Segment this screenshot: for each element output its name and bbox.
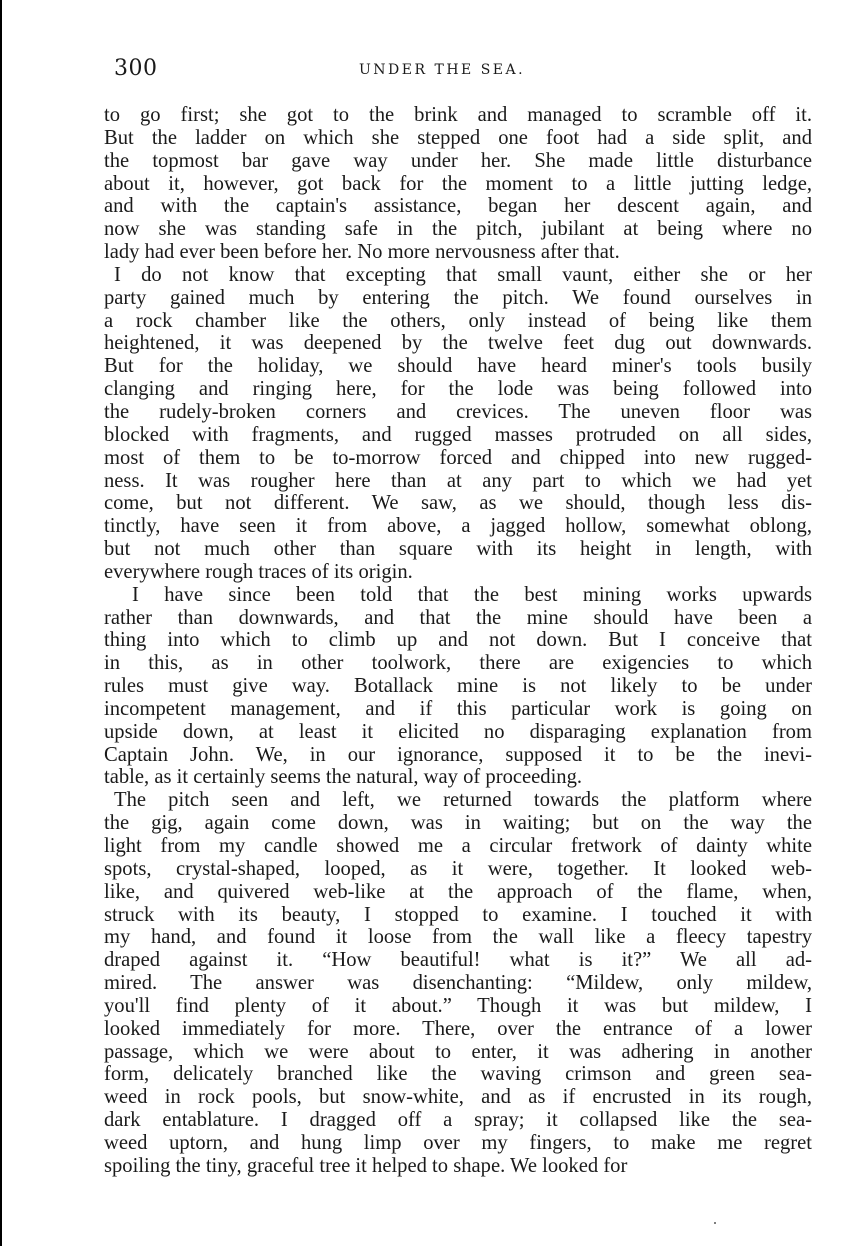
paragraph bbox=[104, 789, 812, 1177]
text-line: light from my candle showed me a circular fretwork of dainty white bbox=[104, 835, 812, 857]
text-line: weed uptorn, and hung limp over my fingers, to make me regret bbox=[104, 1131, 812, 1154]
paragraph bbox=[104, 104, 812, 264]
text-line: you'll find plenty of it about.” Though it was but mildew, I bbox=[104, 994, 812, 1017]
text-line: to go first; she got to the brink and managed to scramble off it. bbox=[104, 104, 812, 126]
text-line: lady had ever been before her. No more nervousness after that. bbox=[104, 241, 620, 264]
text-line: dark entablature. I dragged off a spray; it collapsed like the sea- bbox=[104, 1109, 812, 1132]
text-line: the gig, again come down, was in waiting; but on the way the bbox=[104, 812, 812, 835]
text-line: the topmost bar gave way under her. She made little disturbance bbox=[104, 149, 812, 172]
text-line: spots, crystal-shaped, looped, as it were, together. It looked web- bbox=[104, 857, 812, 880]
text-line: a rock chamber like the others, only instead of being like them bbox=[104, 309, 812, 332]
text-line: incompetent management, and if this particular work is going on bbox=[104, 697, 812, 720]
text-line: rules must give way. Botallack mine is not likely to be under bbox=[104, 675, 812, 698]
text-line: draped against it. “How beautiful! what is it?” We all ad- bbox=[104, 949, 812, 972]
text-line: rather than downwards, and that the mine should have been a bbox=[104, 606, 812, 629]
text-line: most of them to be to-morrow forced and chipped into new rugged- bbox=[104, 446, 812, 469]
text-line: I do not know that excepting that small vaunt, either she or her bbox=[114, 263, 812, 286]
text-line: my hand, and found it loose from the wall like a fleecy tapestry bbox=[104, 926, 812, 949]
text-line: about it, however, got back for the moment to a little jutting ledge, bbox=[104, 172, 812, 195]
text-line: passage, which we were about to enter, it was adhering in another bbox=[104, 1040, 812, 1063]
text-line: spoiling the tiny, graceful tree it helped to shape. We looked for bbox=[104, 1154, 628, 1177]
text-line: party gained much by entering the pitch. We found ourselves in bbox=[104, 286, 812, 309]
page-header bbox=[114, 56, 814, 90]
text-line: upside down, at least it elicited no disparaging explanation from bbox=[104, 720, 812, 743]
text-line: like, and quivered web-like at the approach of the flame, when, bbox=[104, 880, 812, 903]
text-line: blocked with fragments, and rugged masses protruded on all sides, bbox=[104, 423, 812, 446]
text-line: weed in rock pools, but snow-white, and as if encrusted in its rough, bbox=[104, 1086, 812, 1109]
left-edge-rule bbox=[0, 0, 2, 1246]
text-line: struck with its beauty, I stopped to examine. I touched it with bbox=[104, 903, 812, 926]
text-line: mired. The answer was disenchanting: “Mildew, only mildew, bbox=[104, 972, 812, 995]
text-line: The pitch seen and left, we returned towards the platform where bbox=[114, 789, 812, 812]
text-line: and with the captain's assistance, began her descent again, and bbox=[104, 195, 812, 218]
text-line: in this, as in other toolwork, there are exigencies to which bbox=[104, 652, 812, 675]
page-number: 300 bbox=[114, 56, 158, 81]
text-line: now she was standing safe in the pitch, jubilant at being where no bbox=[104, 218, 812, 241]
text-line: Captain John. We, in our ignorance, supposed it to be the inevi- bbox=[104, 743, 812, 766]
text-line: but not much other than square with its height in length, with bbox=[104, 538, 812, 561]
body-text bbox=[104, 104, 812, 1178]
text-line: I have since been told that the best mining works upwards bbox=[132, 583, 812, 606]
text-line: ness. It was rougher here than at any part to which we had yet bbox=[104, 469, 812, 492]
text-line: looked immediately for more. There, over the entrance of a lower bbox=[104, 1017, 812, 1040]
text-line: thing into which to climb up and not down. But I conceive that bbox=[104, 629, 812, 652]
text-line: But for the holiday, we should have heard miner's tools busily bbox=[104, 355, 812, 378]
text-line: tinctly, have seen it from above, a jagged hollow, somewhat oblong, bbox=[104, 515, 812, 538]
text-line: table, as it certainly seems the natural, way of proceeding. bbox=[104, 766, 583, 789]
text-line: clanging and ringing here, for the lode was being followed into bbox=[104, 378, 812, 401]
print-speck bbox=[714, 1222, 716, 1224]
paragraph bbox=[104, 584, 812, 790]
text-line: heightened, it was deepened by the twelve feet dug out downwards. bbox=[104, 332, 812, 355]
text-line: everywhere rough traces of its origin. bbox=[104, 560, 413, 583]
text-line: come, but not different. We saw, as we should, though less dis- bbox=[104, 492, 812, 515]
text-line: form, delicately branched like the waving crimson and green sea- bbox=[104, 1063, 812, 1086]
text-line: But the ladder on which she stepped one foot had a side split, and bbox=[104, 126, 812, 149]
paragraph bbox=[104, 264, 812, 584]
text-line: the rudely-broken corners and crevices. The uneven floor was bbox=[104, 400, 812, 423]
running-title: UNDER THE SEA. bbox=[359, 62, 526, 78]
